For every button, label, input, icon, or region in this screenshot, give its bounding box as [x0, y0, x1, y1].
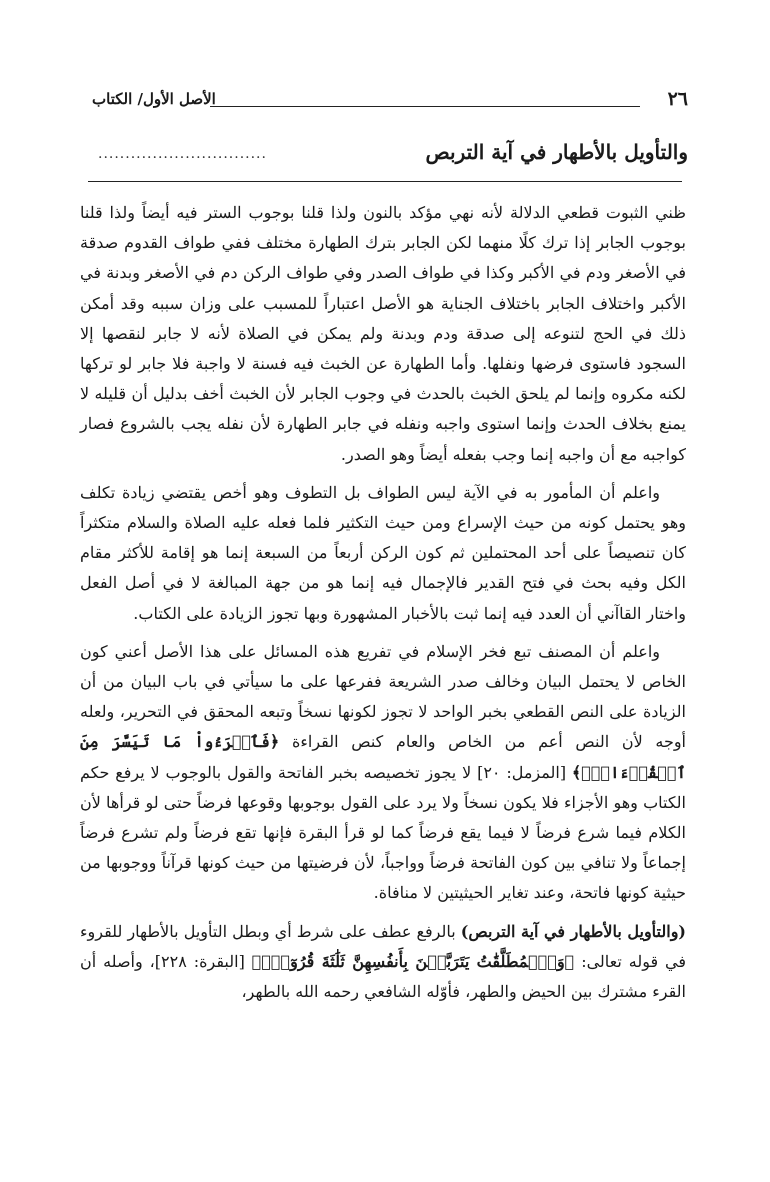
paragraph-4: [80, 917, 686, 1008]
matn-quote: (والتأويل بالأطهار في آية التربص): [460, 921, 686, 941]
paragraph-2: [80, 478, 686, 629]
separator-rule: [88, 181, 682, 182]
page-number: ٢٦: [667, 88, 688, 110]
matn-text: والتأويل بالأطهار في آية التربص: [425, 140, 688, 164]
paragraph-3: [80, 637, 686, 909]
quran-verse-muzzammil: ﴿فَٱقۡرَءُواْ مَا تَيَسَّرَ مِنَ ٱلۡقُرۡءَانِۚ﴾: [80, 732, 687, 782]
paragraph-2-text: واعلم أن المأمور به في الآية ليس الطواف بل التطوف وهو أخص يقتضي زيادة تكلف وهو يحتمل كونه من حيث الإسراع ومن حيث التكثير فلما فعله عليه الصلاة والسلام متكثراً كان تنصيصاً على أحد المحتملين ثم كون الركن أربعاً من السبعة إنما هو إقامة للأكثر مقام الكل وفيه بحث في فتح القدير فالإجمال فيه إنما هو من جهة المبالغة لا في أصل الفعل واختار القاآني أن العدد فيه إنما ثبت بالأخبار المشهورة وبها تجوز الزيادة على الكتاب.: [80, 482, 687, 623]
paragraph-1-text: ظني الثبوت قطعي الدلالة لأنه نهي مؤكد بالنون ولذا قلنا بوجوب الستر فيه أيضاً ولذا قلنا بوجوب الجابر إذا ترك كلًا منهما لكن الجابر بترك الطهارة مختلف ففي طواف القدوم صدقة في الأصغر ودم في الأكبر وكذا في طواف الصدر وفي طواف الركن دم في الأصغر وبدنة في الأكبر واختلاف الجابر باختلاف الجناية هو الأصل اعتباراً للمسبب على وزان سببه وقد أمكن ذلك في الحج لتنوعه إلى صدقة ودم وبدنة ولم يمكن في الصلاة لأنه لا جابر لنقصها إلا السجود فاستوى فرضها ونفلها. وأما الطهارة عن الخبث فيه فسنة لا واجبة فلا جابر لو تركها لكنه مكروه وإنما لم يلحق الخبث بالحدث في وجوب الجابر لأن الخبث أخف بدليل أن قليله لا يمنع بخلاف الحدث وإنما استوى واجبه ونفله في جابر الطهارة لأن نفله يجب بالشروع فصار كواجبه مع أن واجبه إنما وجب بفعله أيضاً وهو الصدر.: [80, 203, 686, 464]
matn-line: [88, 140, 688, 174]
header-rule: [210, 106, 640, 107]
paragraph-4-text-a: بالرفع عطف على شرط أي وبطل التأويل بالأطهار للقروء في قوله تعالى:: [80, 921, 687, 971]
running-title: الأصل الأول/ الكتاب: [92, 90, 216, 108]
page-header: [92, 88, 688, 112]
paragraph-4-text-b: [البقرة: ٢٢٨]، وأصله أن القرء مشترك بين الحيض والطهر، فأوّله الشافعي رحمه الله بالطهر،: [80, 951, 686, 1002]
matn-dots: ...............................: [98, 146, 267, 162]
commentary-body: [80, 198, 686, 1007]
paragraph-3-text-b: [المزمل: ٢٠] لا يجوز تخصيصه بخبر الفاتحة والقول بالوجوب لا يرفع حكم الكتاب وهو الأجزاء فلا يكون نسخاً ولا يرد على القول بوجوبها وقوعها فرضاً حتى لو قرأها لأن الكلام فيما شرع فرضاً لا فيما يقع فرضاً كما لو قرأ البقرة فإنها تقع فرضاً ولم تشرع فرضاً إجماعاً ولا تنافي بين كون الفاتحة فرضاً وواجباً، لأن فرضيتها من حيث كونها قرآناً ووجوبها من حيثية كونها فاتحة، وعند تغاير الحيثيتين لا منافاة.: [80, 762, 686, 903]
quran-verse-baqarah: ﴿وَٱلۡمُطَلَّقَٰتُ يَتَرَبَّصۡنَ بِأَنفُسِهِنَّ ثَلَٰثَةَ قُرُوٓءٖۚ﴾: [251, 951, 575, 971]
paragraph-1: [80, 198, 686, 470]
paragraph-3-text-a: واعلم أن المصنف تبع فخر الإسلام في تفريع هذه المسائل على هذا الأصل أعني كون الخاص لا يحتمل البيان وخالف صدر الشريعة ففرعها على ما سيأتي في باب البيان من أن الزيادة على النص القطعي بخبر الواحد لا تجوز لكونها نسخاً وتبعه المحقق في التحرير، ولعله أوجه لأن النص أعم من الخاص والعام كنص القراءة: [80, 641, 687, 752]
